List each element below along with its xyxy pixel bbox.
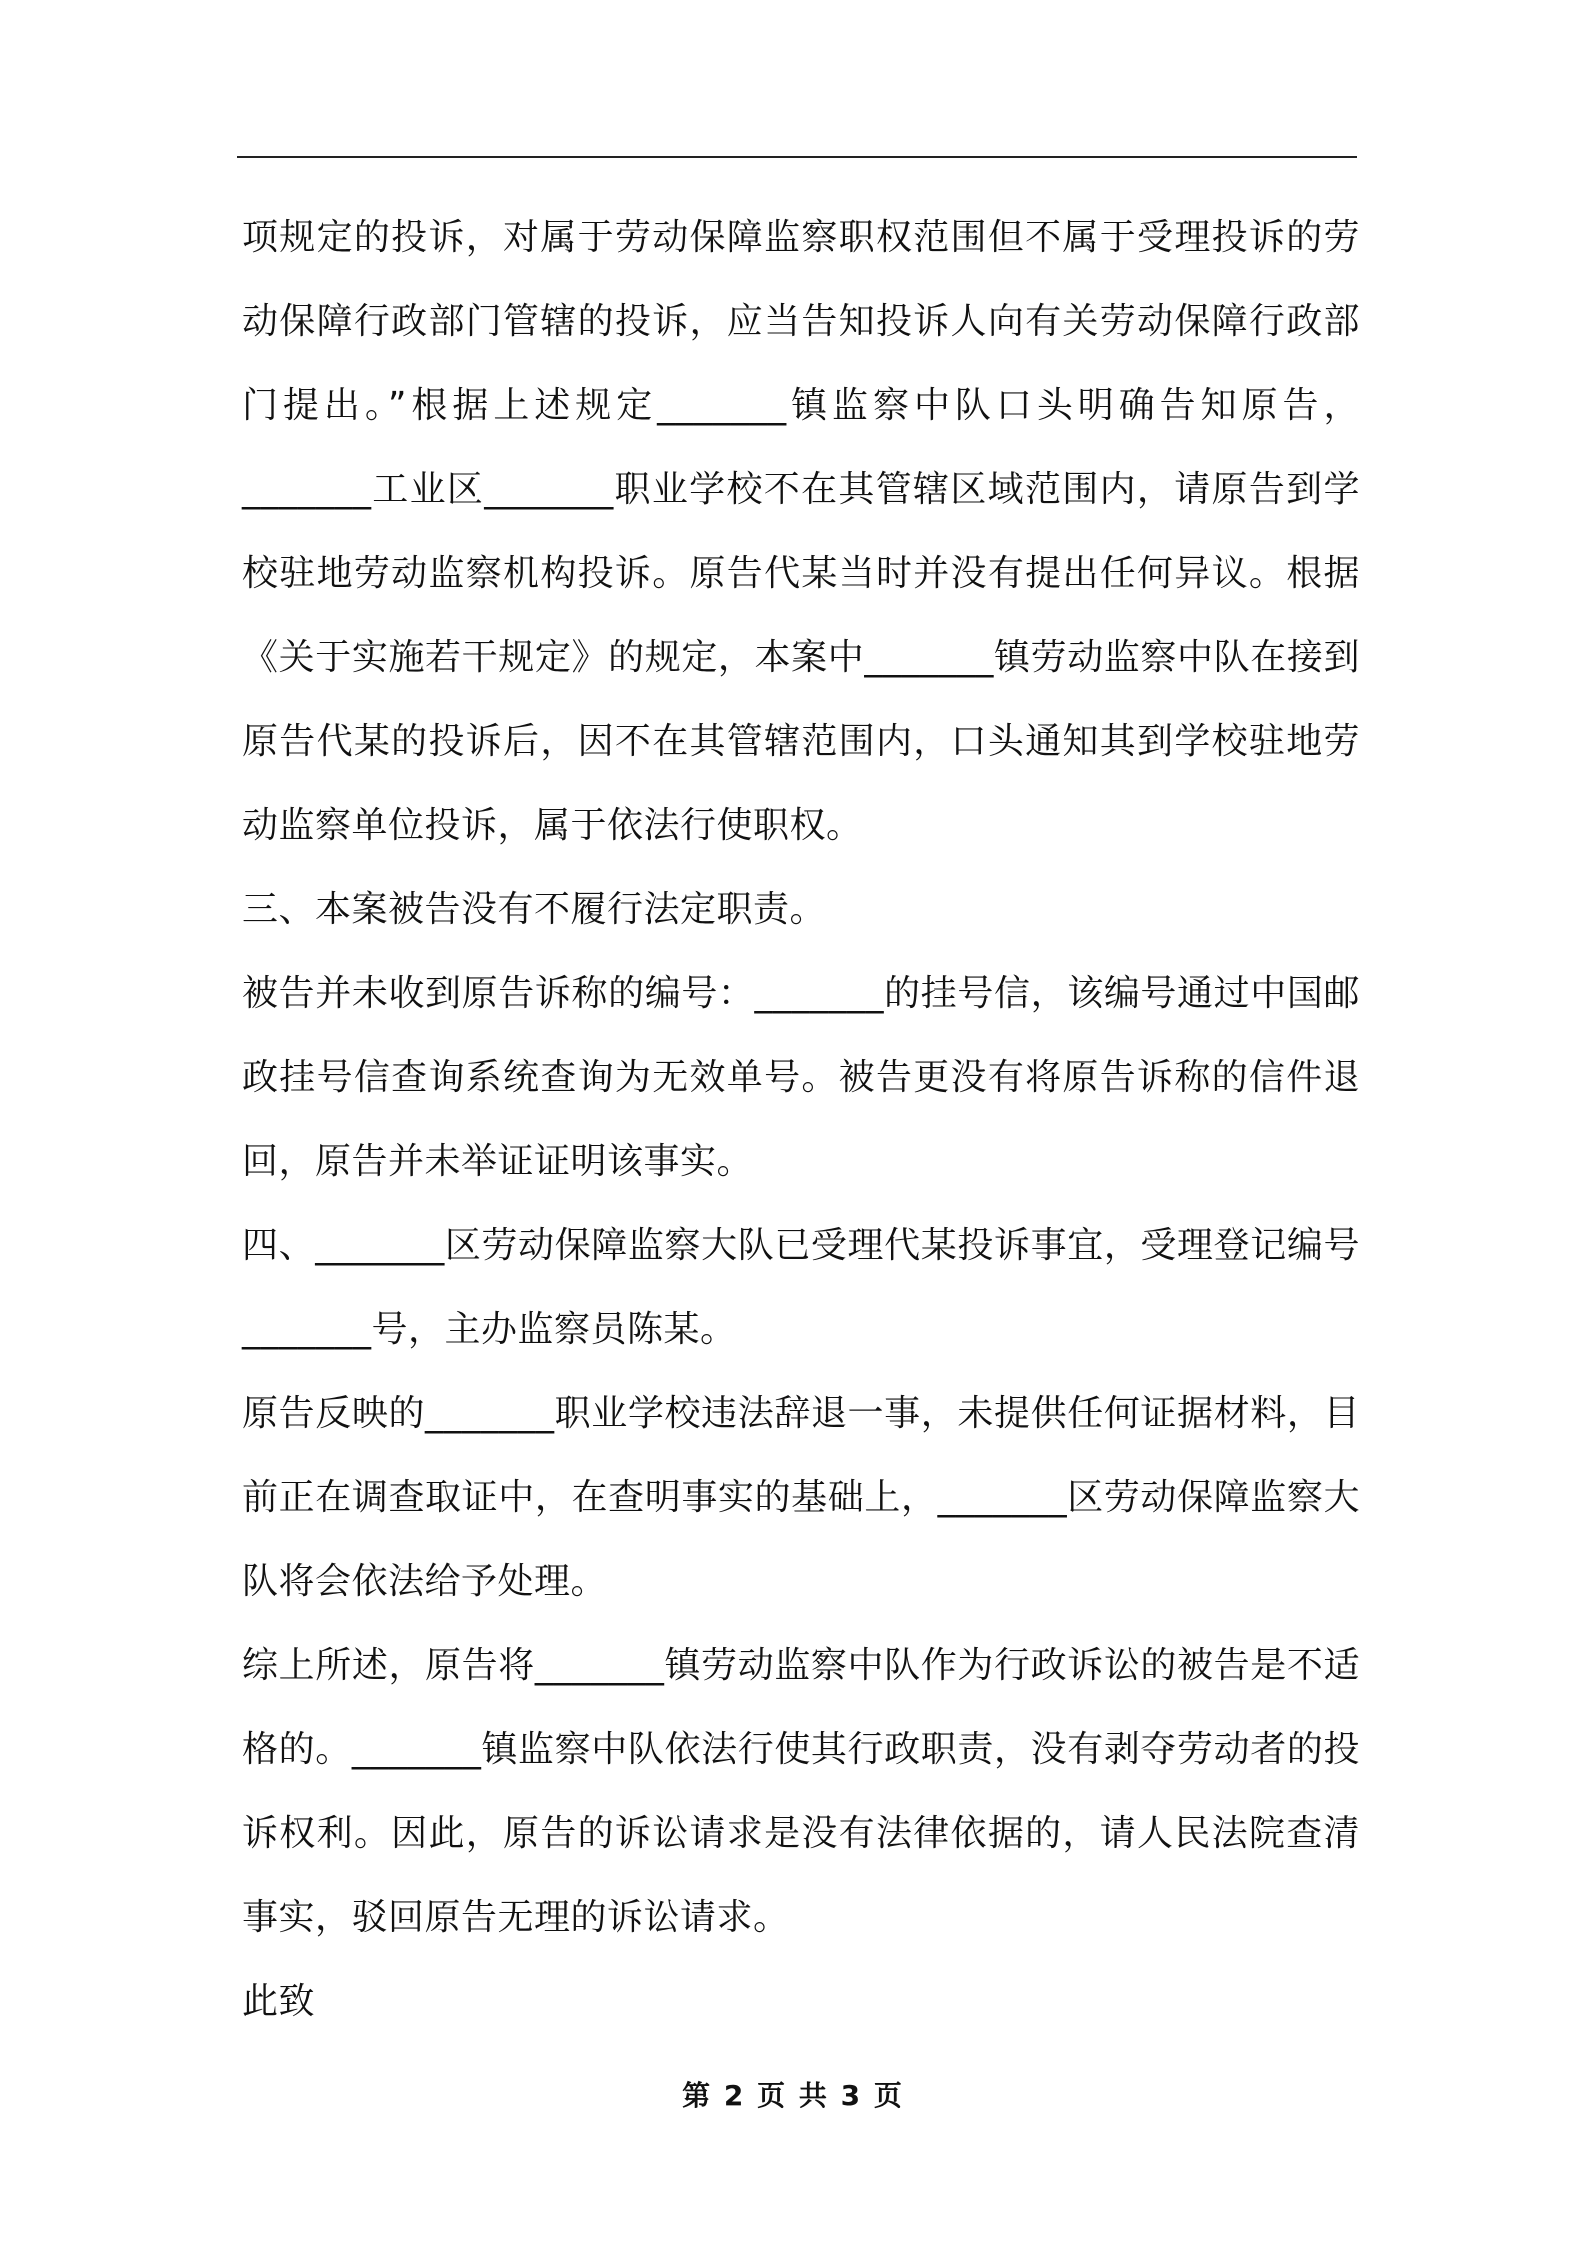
page-number: 第 2 页 共 3 页 <box>682 2079 904 2112</box>
paragraph-conclusion: 综上所述，原告将_______镇劳动监察中队作为行政诉讼的被告是不适格的。_______镇监察中队依法行使其行政职责，没有剥夺劳动者的投诉权利。因此，原告的诉讼请求是没有法律依据的，请人民法院查清事实，驳回原告无理的诉讼请求。 <box>242 1645 1360 1938</box>
paragraph-registered-letter: 被告并未收到原告诉称的编号：_______的挂号信，该编号通过中国邮政挂号信查询系统查询为无效单号。被告更没有将原告诉称的信件退回，原告并未举证证明该事实。 <box>242 973 1360 1182</box>
paragraph-closing: 此致 <box>242 1981 316 2022</box>
paragraph-section-four-heading: 四、_______区劳动保障监察大队已受理代某投诉事宜，受理登记编号_______号，主办监察员陈某。 <box>242 1225 1360 1350</box>
header-divider <box>237 156 1357 158</box>
paragraph-section-three-heading: 三、本案被告没有不履行法定职责。 <box>242 889 827 930</box>
paragraph-investigation: 原告反映的_______职业学校违法辞退一事，未提供任何证据材料，目前正在调查取证中，在查明事实的基础上，_______区劳动保障监察大队将会依法给予处理。 <box>242 1393 1360 1602</box>
paragraph-continuation: 项规定的投诉，对属于劳动保障监察职权范围但不属于受理投诉的劳动保障行政部门管辖的投诉，应当告知投诉人向有关劳动保障行政部门提出。”根据上述规定_______镇监察中队口头明确告知原告，_______工业区_______职业学校不在其管辖区域范围内，请原告到学校驻地劳动监察机构投诉。原告代某当时并没有提出任何异议。根据《关于实施若干规定》的规定，本案中_______镇劳动监察中队在接到原告代某的投诉后，因不在其管辖范围内，口头通知其到学校驻地劳动监察单位投诉，属于依法行使职权。 <box>242 217 1360 846</box>
document-body <box>242 196 1360 2044</box>
